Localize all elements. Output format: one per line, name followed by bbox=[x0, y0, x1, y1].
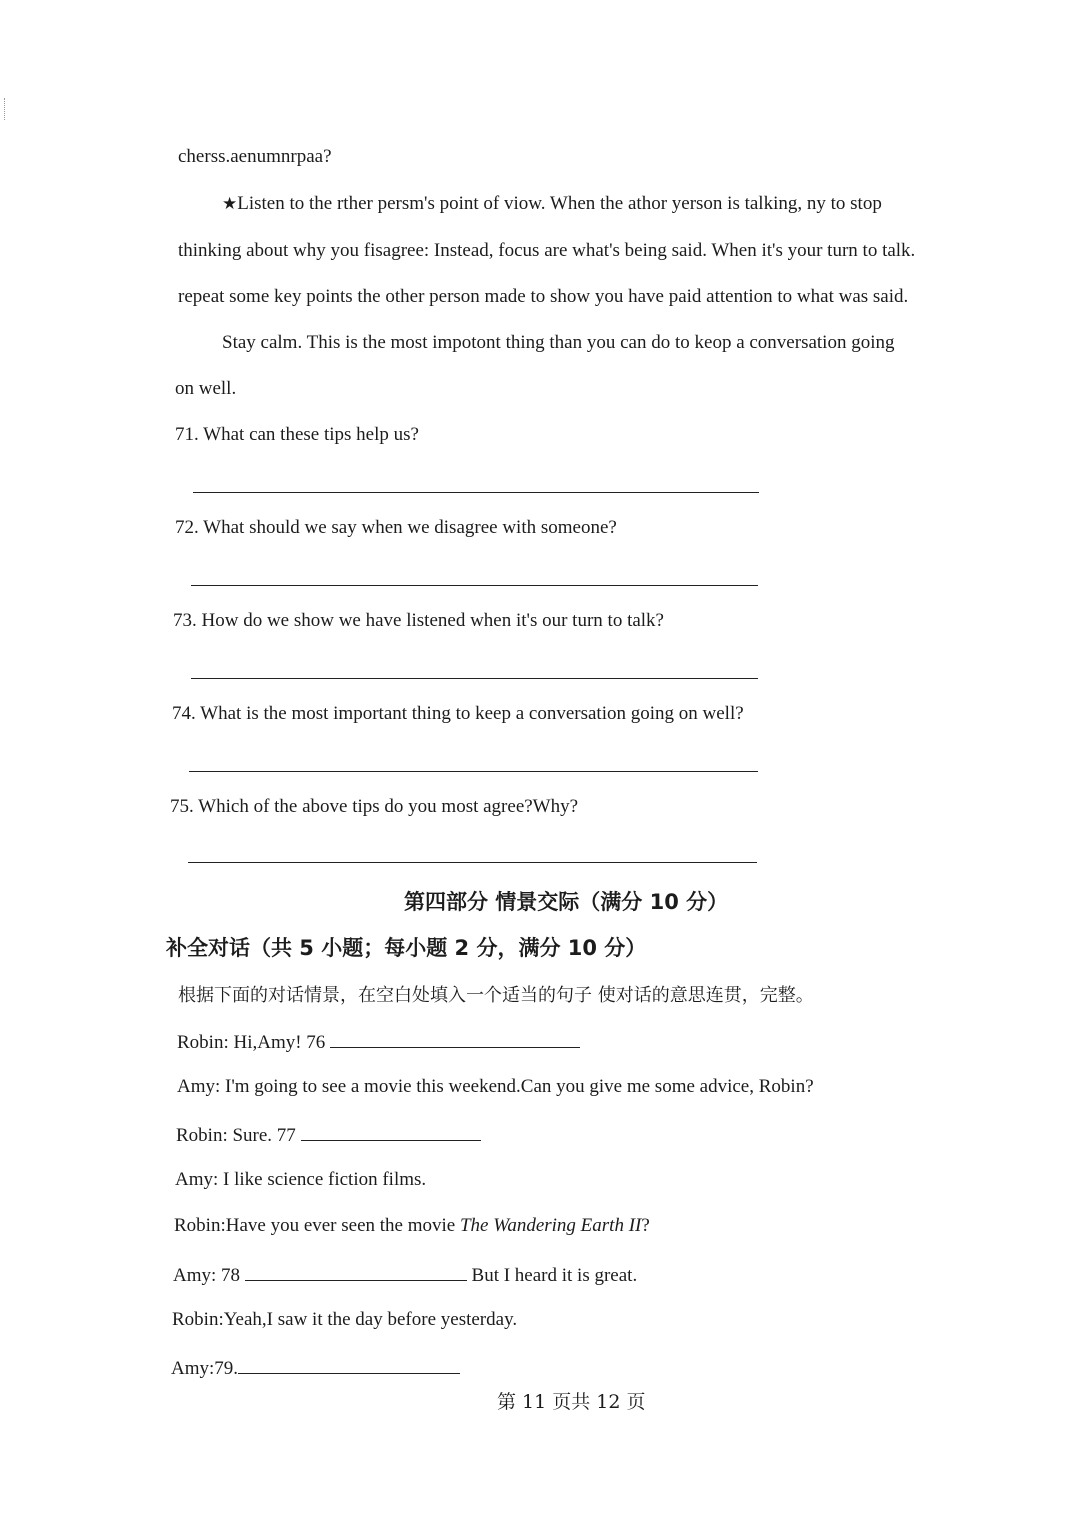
question-75: 75. Which of the above tips do you most agree?Why? bbox=[170, 796, 579, 817]
passage-line: repeat some key points the other person made to show you have paid attention to what was said. bbox=[178, 286, 909, 307]
dialogue-line: Amy: I'm going to see a movie this weekend.Can you give me some advice, Robin? bbox=[177, 1076, 814, 1097]
answer-line-72[interactable] bbox=[191, 585, 758, 586]
dialogue-line: Amy: I like science fiction films. bbox=[175, 1169, 427, 1190]
question-72: 72. What should we say when we disagree with someone? bbox=[175, 517, 617, 538]
star-icon: ★ bbox=[222, 194, 238, 214]
blank-77[interactable] bbox=[301, 1122, 481, 1141]
section-title: 第四部分 情景交际（满分 10 分） bbox=[404, 890, 729, 914]
dialogue-line-77: Robin: Sure. 77 bbox=[176, 1122, 481, 1147]
scan-edge-mark bbox=[4, 98, 6, 120]
passage-line: thinking about why you fisagree: Instead, focus are what's being said. When it's your turn to talk. bbox=[178, 240, 916, 261]
question-71: 71. What can these tips help us? bbox=[175, 424, 419, 445]
page-number: 第 11 页共 12 页 bbox=[497, 1391, 646, 1413]
passage-tip-calm: Stay calm. This is the most impotont thing than you can do to keop a conversation going bbox=[222, 332, 895, 353]
section-subtitle: 补全对话（共 5 小题；每小题 2 分，满分 10 分） bbox=[166, 936, 647, 960]
passage-line: on well. bbox=[175, 378, 237, 399]
dialogue-line-76: Robin: Hi,Amy! 76 bbox=[177, 1029, 580, 1054]
question-74: 74. What is the most important thing to keep a conversation going on well? bbox=[172, 703, 744, 724]
question-73: 73. How do we show we have listened when it's our turn to talk? bbox=[173, 610, 664, 631]
dialogue-line-79: Amy:79. bbox=[171, 1355, 460, 1380]
answer-line-71[interactable] bbox=[193, 492, 759, 493]
answer-line-73[interactable] bbox=[191, 678, 758, 679]
blank-76[interactable] bbox=[330, 1029, 580, 1048]
passage-line: cherss.aenumnrpaa? bbox=[178, 146, 332, 167]
blank-79[interactable] bbox=[238, 1355, 460, 1374]
passage-tip-listen: ★Listen to the rther persm's point of viow. When the athor yerson is talking, ny to stop bbox=[222, 193, 882, 214]
section-instruction: 根据下面的对话情景，在空白处填入一个适当的句子 使对话的意思连贯，完整。 bbox=[178, 985, 814, 1006]
answer-line-75[interactable] bbox=[188, 862, 757, 863]
dialogue-line: Robin:Have you ever seen the movie The Wandering Earth II? bbox=[174, 1215, 650, 1236]
movie-title: The Wandering Earth II bbox=[459, 1215, 642, 1236]
dialogue-line: Robin:Yeah,I saw it the day before yesterday. bbox=[172, 1309, 518, 1330]
blank-78[interactable] bbox=[245, 1262, 467, 1281]
dialogue-line-78: Amy: 78 But I heard it is great. bbox=[173, 1262, 637, 1287]
answer-line-74[interactable] bbox=[189, 771, 758, 772]
